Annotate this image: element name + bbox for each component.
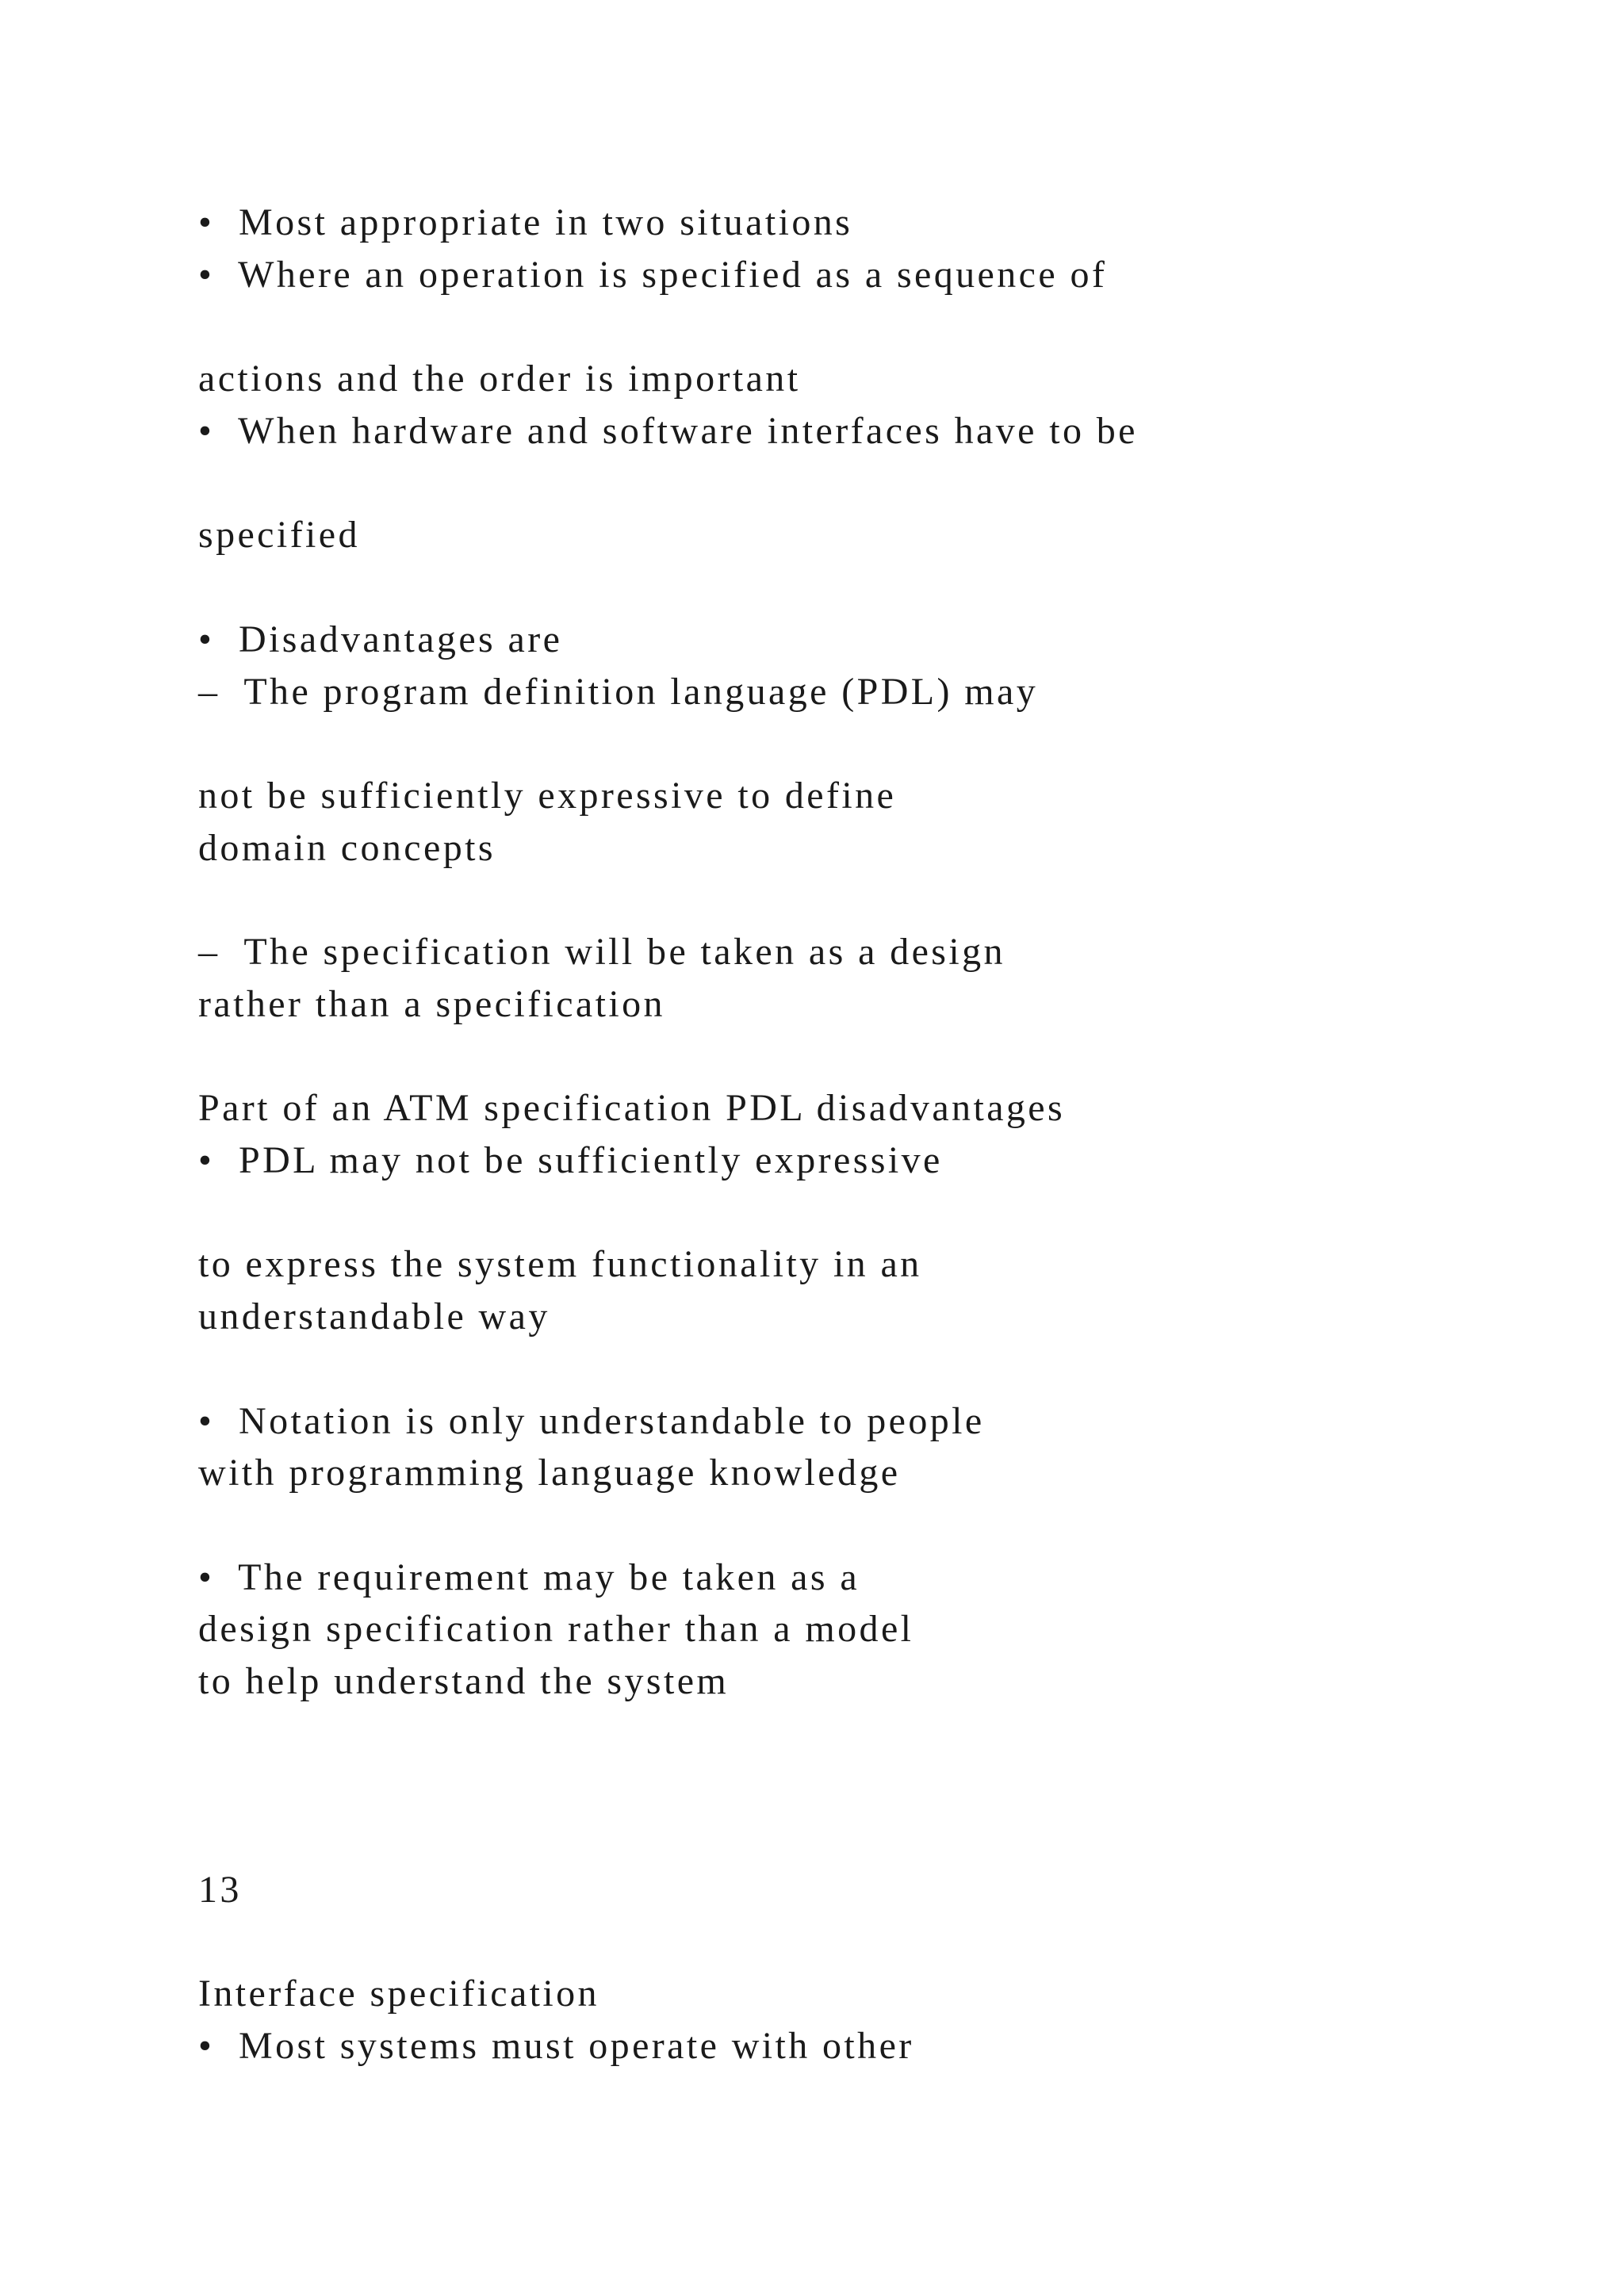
text-line: specified	[198, 514, 360, 556]
text-line: not be sufficiently expressive to define	[198, 775, 897, 817]
text-line: – The program definition language (PDL) may	[198, 671, 1039, 713]
text-line: • Disadvantages are	[198, 618, 563, 660]
text-line: Part of an ATM specification PDL disadvantages	[198, 1087, 1066, 1129]
text-line: understandable way	[198, 1295, 550, 1337]
text-line: to help understand the system	[198, 1660, 730, 1702]
text-line: rather than a specification	[198, 983, 665, 1025]
text-line: • The requirement may be taken as a	[198, 1556, 860, 1598]
section-heading: Interface specification	[198, 1973, 599, 2015]
page-number: 13	[198, 1869, 242, 1911]
text-line: • Notation is only understandable to people	[198, 1400, 985, 1442]
text-line: design specification rather than a model	[198, 1608, 914, 1650]
text-line: • When hardware and software interfaces have to be	[198, 410, 1138, 452]
text-line: – The specification will be taken as a design	[198, 931, 1005, 973]
text-line: domain concepts	[198, 827, 496, 869]
text-line: • PDL may not be sufficiently expressive	[198, 1139, 943, 1181]
text-line: to express the system functionality in an	[198, 1243, 922, 1285]
text-line: actions and the order is important	[198, 358, 801, 400]
text-line: • Most appropriate in two situations	[198, 201, 853, 243]
text-line: with programming language knowledge	[198, 1452, 901, 1494]
text-line: • Where an operation is specified as a sequence of	[198, 254, 1108, 296]
text-line: • Most systems must operate with other	[198, 2025, 914, 2067]
